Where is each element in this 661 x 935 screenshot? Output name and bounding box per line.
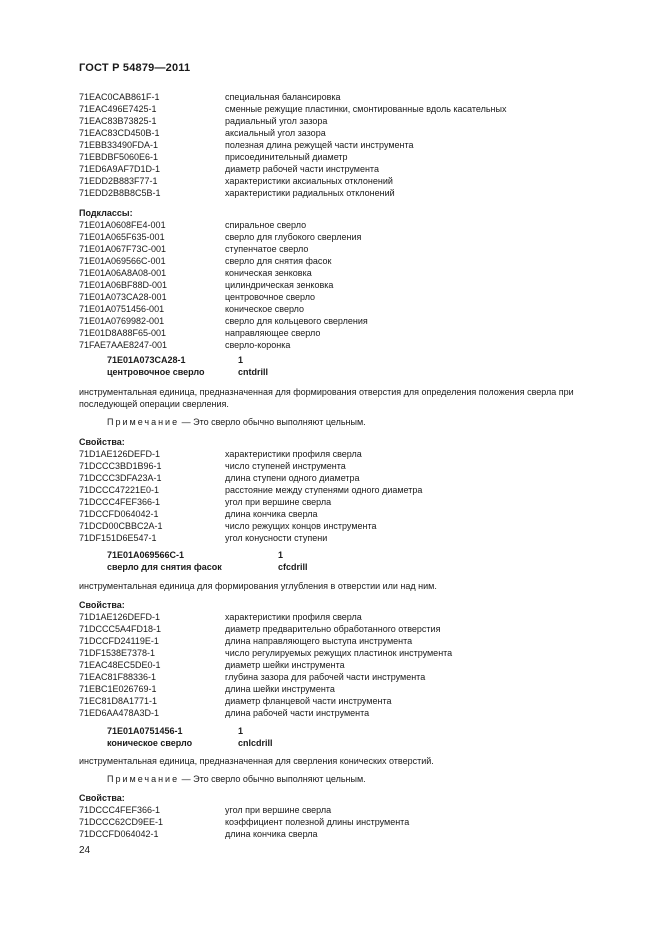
row-desc: диаметр рабочей части инструмента — [225, 164, 379, 174]
row-desc: угол при вершине сверла — [225, 805, 332, 815]
row-desc: центровочное сверло — [225, 292, 316, 302]
row-desc: число регулируемых режущих пластинок инструмента — [225, 648, 453, 658]
row-desc: присоединительный диаметр — [225, 152, 348, 162]
row-desc: длина кончика сверла — [225, 829, 318, 839]
row-desc: сверло-коронка — [225, 340, 291, 350]
list-row — [79, 460, 619, 472]
row-desc: число режущих концов инструмента — [225, 521, 377, 531]
section-heading: Подклассы: — [79, 208, 133, 218]
row-desc: длина направляющего выступа инструмента — [225, 636, 413, 646]
row-code: 71EAC48EC5DE0-1 — [79, 660, 161, 670]
row-code: 71E01A0608FE4-001 — [79, 220, 166, 230]
row-desc: спиральное сверло — [225, 220, 307, 230]
row-code: 71DF1538E7378-1 — [79, 648, 156, 658]
entry-code: 71E01A073CA28-1 — [107, 355, 186, 365]
row-code: 71DCCC62CD9EE-1 — [79, 817, 164, 827]
page-header: ГОСТ Р 54879—2011 — [79, 62, 191, 74]
entry-version: 1 — [238, 726, 244, 736]
row-desc: расстояние между ступенями одного диаметра — [225, 485, 423, 495]
entry-header — [107, 354, 268, 378]
row-desc: ступенчатое сверло — [225, 244, 309, 254]
row-desc: длина рабочей части инструмента — [225, 708, 370, 718]
row-desc: цилиндрическая зенковка — [225, 280, 334, 290]
row-code: 71EBB33490FDA-1 — [79, 140, 159, 150]
property-list — [79, 792, 619, 840]
list-row — [79, 659, 619, 671]
list-row — [79, 187, 619, 199]
list-row — [79, 327, 619, 339]
list-row — [79, 303, 619, 315]
property-list — [79, 599, 619, 719]
entry-header — [107, 725, 273, 749]
list-row — [79, 255, 619, 267]
list-row — [79, 683, 619, 695]
row-desc: угол при вершине сверла — [225, 497, 332, 507]
list-row — [79, 243, 619, 255]
entry-code: 71E01A069566C-1 — [107, 550, 185, 560]
subclass-list — [79, 207, 619, 351]
row-code: 71D1AE126DEFD-1 — [79, 449, 161, 459]
list-row — [79, 267, 619, 279]
list-row — [79, 291, 619, 303]
row-code: 71FAE7AAE8247-001 — [79, 340, 168, 350]
property-list — [79, 436, 619, 544]
row-code: 71DCCFD064042-1 — [79, 509, 159, 519]
row-code: 71E01D8A88F65-001 — [79, 328, 167, 338]
entry-definition: инструментальная единица для формирования углубления в отверстии или над ним. — [79, 581, 437, 591]
section-heading: Свойства: — [79, 437, 125, 447]
row-code: 71DCCC4FEF366-1 — [79, 497, 161, 507]
row-code: 71ED6AA478A3D-1 — [79, 708, 160, 718]
row-code: 71E01A0769982-001 — [79, 316, 165, 326]
row-desc: глубина зазора для рабочей части инструмента — [225, 672, 426, 682]
list-row — [79, 611, 619, 623]
row-code: 71EAC83CD450B-1 — [79, 128, 160, 138]
entry-version: 1 — [238, 355, 244, 365]
entry-name: коническое сверло — [107, 738, 193, 748]
row-desc: направляющее сверло — [225, 328, 321, 338]
list-row — [79, 91, 619, 103]
list-row — [79, 115, 619, 127]
entry-note — [107, 416, 366, 428]
list-row — [79, 219, 619, 231]
row-code: 71EAC83B73825-1 — [79, 116, 157, 126]
row-code: 71DCCC5A4FD18-1 — [79, 624, 162, 634]
list-row — [79, 484, 619, 496]
row-code: 71DCD00CBBC2A-1 — [79, 521, 163, 531]
entry-header — [107, 549, 308, 573]
list-row — [79, 231, 619, 243]
row-code: 71DCCC3DFA23A-1 — [79, 473, 162, 483]
row-code: 71E01A073CA28-001 — [79, 292, 167, 302]
row-desc: специальная балансировка — [225, 92, 341, 102]
entry-short-name: cfcdrill — [278, 562, 308, 572]
list-row — [79, 103, 619, 115]
row-code: 71E01A0751456-001 — [79, 304, 165, 314]
entry-version: 1 — [278, 550, 284, 560]
row-desc: диаметр шейки инструмента — [225, 660, 345, 670]
row-code: 71DCCC4FEF366-1 — [79, 805, 161, 815]
list-row — [79, 279, 619, 291]
list-row — [79, 139, 619, 151]
row-desc: характеристики профиля сверла — [225, 449, 362, 459]
row-desc: число ступеней инструмента — [225, 461, 346, 471]
row-desc: коэффициент полезной длины инструмента — [225, 817, 410, 827]
row-code: 71EAC81F88336-1 — [79, 672, 157, 682]
entry-name: центровочное сверло — [107, 367, 205, 377]
row-desc: сверло для глубокого сверления — [225, 232, 362, 242]
note-text: — Это сверло обычно выполняют цельным. — [179, 417, 366, 427]
row-desc: коническая зенковка — [225, 268, 312, 278]
row-code: 71EBC1E026769-1 — [79, 684, 157, 694]
row-code: 71EAC0CAB861F-1 — [79, 92, 160, 102]
list-row — [79, 175, 619, 187]
row-desc: диаметр фланцевой части инструмента — [225, 696, 392, 706]
row-desc: длина кончика сверла — [225, 509, 318, 519]
list-row — [79, 671, 619, 683]
list-row — [79, 623, 619, 635]
entry-code: 71E01A0751456-1 — [107, 726, 183, 736]
list-row — [79, 508, 619, 520]
page-number: 24 — [79, 845, 91, 856]
row-desc: угол конусности ступени — [225, 533, 328, 543]
row-desc: полезная длина режущей части инструмента — [225, 140, 414, 150]
section-heading: Свойства: — [79, 600, 125, 610]
list-row — [79, 804, 619, 816]
row-code: 71E01A067F73C-001 — [79, 244, 167, 254]
row-code: 71E01A069566C-001 — [79, 256, 166, 266]
note-label: Примечание — [107, 417, 180, 427]
list-row — [79, 520, 619, 532]
row-code: 71DCCC47221E0-1 — [79, 485, 160, 495]
list-row — [79, 315, 619, 327]
row-code: 71E01A065F635-001 — [79, 232, 165, 242]
note-text: — Это сверло обычно выполняют цельным. — [179, 774, 366, 784]
row-code: 71DCCC3BD1B96-1 — [79, 461, 162, 471]
note-label: Примечание — [107, 774, 180, 784]
row-desc: характеристики радиальных отклонений — [225, 188, 395, 198]
row-code: 71DCCFD064042-1 — [79, 829, 159, 839]
row-desc: радиальный угол зазора — [225, 116, 328, 126]
list-row — [79, 532, 619, 544]
entry-definition: инструментальная единица, предназначенная для формирования отверстия для определения положения сверла при последующей операции сверления. — [79, 387, 574, 409]
row-desc: аксиальный угол зазора — [225, 128, 326, 138]
entry-name: сверло для снятия фасок — [107, 562, 222, 572]
list-row — [79, 339, 619, 351]
row-desc: сменные режущие пластинки, смонтированные вдоль касательных — [225, 104, 507, 114]
row-desc: диаметр предварительно обработанного отверстия — [225, 624, 441, 634]
row-code: 71EC81D8A1771-1 — [79, 696, 158, 706]
row-code: 71EDD2B8B8C5B-1 — [79, 188, 161, 198]
section-heading: Свойства: — [79, 793, 125, 803]
list-row — [79, 127, 619, 139]
row-code: 71D1AE126DEFD-1 — [79, 612, 161, 622]
entry-short-name: cnlcdrill — [238, 738, 273, 748]
list-row — [79, 496, 619, 508]
row-desc: сверло для кольцевого сверления — [225, 316, 368, 326]
row-desc: коническое сверло — [225, 304, 305, 314]
list-row — [79, 472, 619, 484]
list-row — [79, 448, 619, 460]
row-code: 71DF151D6E547-1 — [79, 533, 157, 543]
list-row — [79, 635, 619, 647]
row-code: 71DCCFD24119E-1 — [79, 636, 159, 646]
row-desc: длина шейки инструмента — [225, 684, 335, 694]
row-code: 71E01A06BF88D-001 — [79, 280, 168, 290]
property-list — [79, 91, 619, 199]
entry-note — [107, 773, 366, 785]
row-desc: сверло для снятия фасок — [225, 256, 332, 266]
row-code: 71E01A06A8A08-001 — [79, 268, 167, 278]
row-code: 71EBDBF5060E6-1 — [79, 152, 159, 162]
list-row — [79, 828, 619, 840]
list-row — [79, 647, 619, 659]
list-row — [79, 695, 619, 707]
row-code: 71ED6A9AF7D1D-1 — [79, 164, 161, 174]
list-row — [79, 151, 619, 163]
row-desc: характеристики аксиальных отклонений — [225, 176, 393, 186]
row-code: 71EDD2B883F77-1 — [79, 176, 158, 186]
row-desc: длина ступени одного диаметра — [225, 473, 360, 483]
list-row — [79, 707, 619, 719]
list-row — [79, 163, 619, 175]
list-row — [79, 816, 619, 828]
row-code: 71EAC496E7425-1 — [79, 104, 157, 114]
entry-definition: инструментальная единица, предназначенная для сверления конических отверстий. — [79, 756, 434, 766]
entry-short-name: cntdrill — [238, 367, 269, 377]
row-desc: характеристики профиля сверла — [225, 612, 362, 622]
